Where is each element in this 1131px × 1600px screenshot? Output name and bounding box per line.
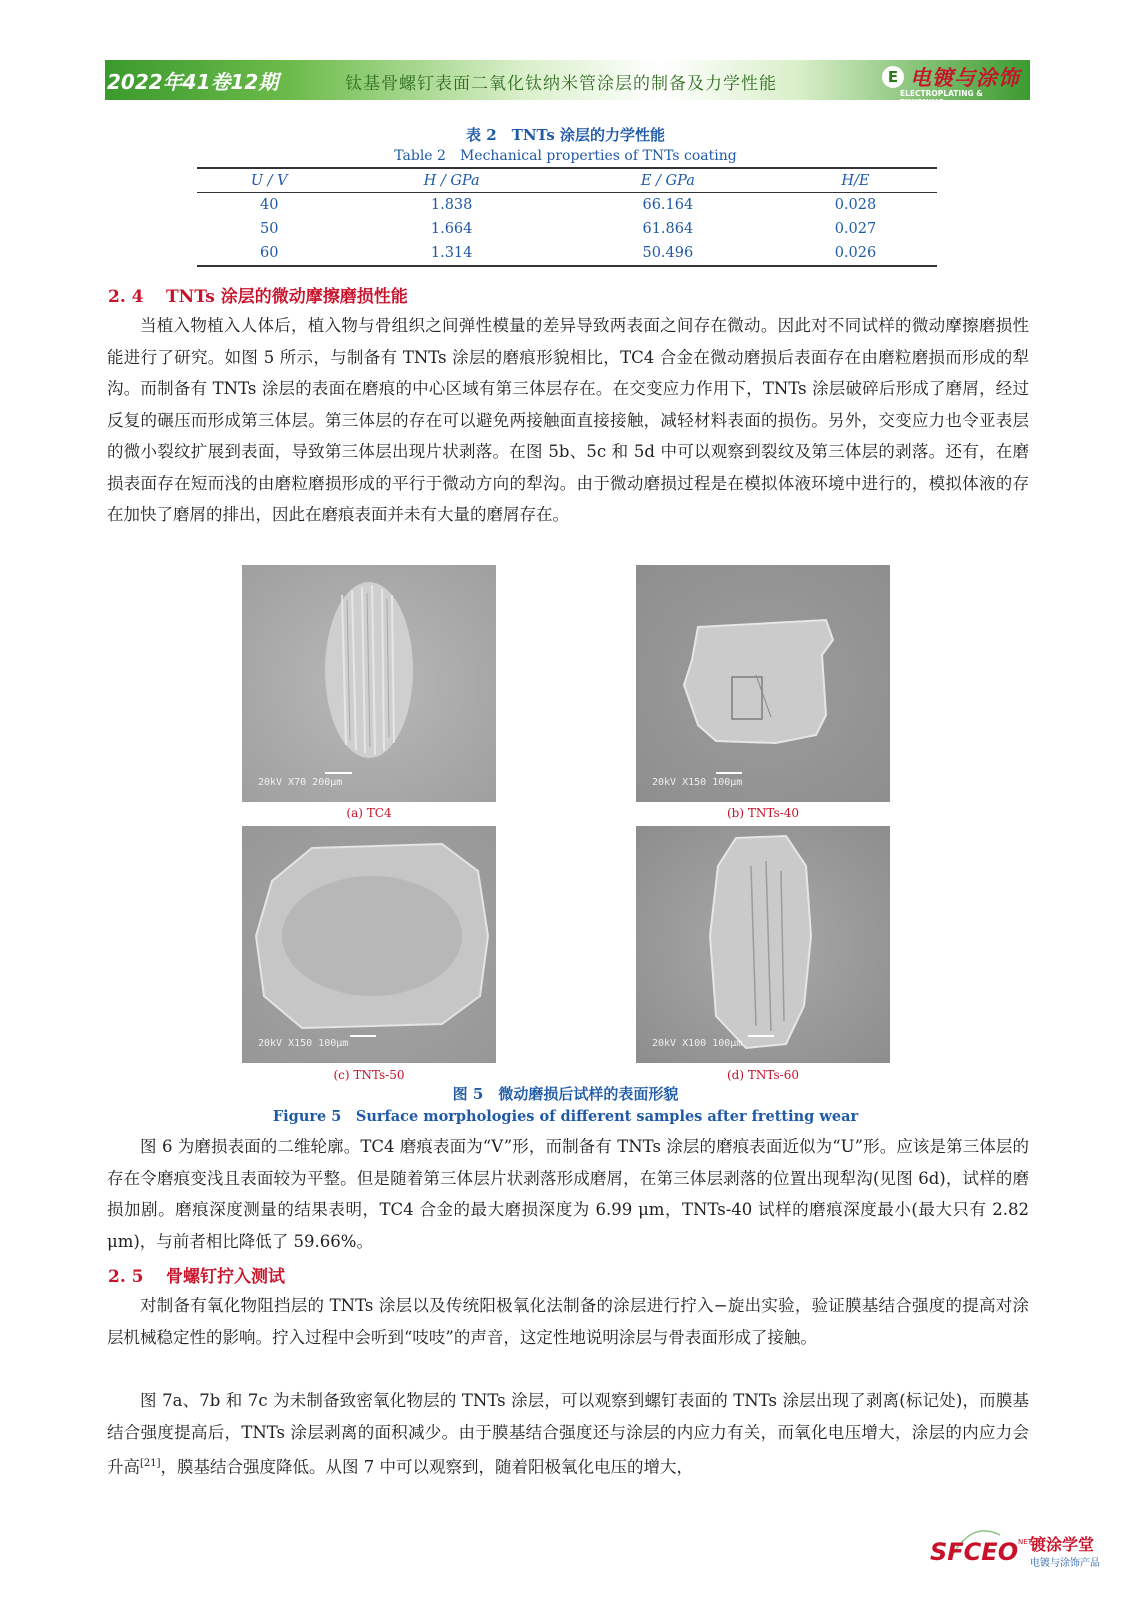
body-paragraph: 对制备有氧化物阻挡层的 TNTs 涂层以及传统阳极氧化法制备的涂层进行拧入−旋出实验，验证膜基结合强度的提高对涂层机械稳定性的影响。拧入过程中会听到“吱吱”的声音，这定性地说明涂层与骨表面形成了接触。 <box>107 1296 1029 1347</box>
watermark-title: 镀涂学堂 <box>1030 1535 1095 1554</box>
logo-english: ELECTROPLATING & FINISHING <box>900 89 983 107</box>
wear-scar-graphic <box>242 565 496 802</box>
table-caption-en: Table 2 Mechanical properties of TNTs coating <box>394 148 737 164</box>
column-header: H/E <box>774 168 937 193</box>
issue-label: 2022年41卷12期 <box>107 70 279 94</box>
section-number: 2. 4 <box>108 287 144 307</box>
column-header: H / GPa <box>342 168 562 193</box>
table-cell: 40 <box>260 197 279 213</box>
scale-bar-text: 20kV X150 100μm <box>652 777 743 788</box>
wear-scar-graphic <box>636 826 890 1063</box>
table-row <box>197 193 937 218</box>
scale-bar-text: 20kV X70 200μm <box>258 777 343 788</box>
panel-label: (c) TNTs-50 <box>333 1068 405 1082</box>
table-cell: 1.664 <box>430 221 473 237</box>
sem-image-tc4 <box>242 565 496 802</box>
body-paragraph: 当植入物植入人体后，植入物与骨组织之间弹性模量的差异导致两表面之间存在微动。因此对不同试样的微动摩擦磨损性能进行了研究。如图 5 所示，与制备有 TNTs 涂层的磨痕形貌相比，TC4 合金在微动磨损后表面存在由磨粒磨损而形成的犁沟。而制备有 TNTs 涂层的表面在磨痕的中心区域有第三体层存在。在交变应力作用下，TNTs 涂层破碎后形成了磨屑，经过反复的碾压而形成第三体层。第三体层的存在可以避免两接触面直接接触，减轻材料表面的损伤。另外，交变应力也令亚表层的微小裂纹扩展到表面，导致第三体层出现片状剥落。在图 5b、5c 和 5d 中可以观察到裂纹及第三体层的剥落。还有，在磨损表面存在短而浅的由磨粒磨损形成的平行于微动方向的犁沟。由于微动磨损过程是在模拟体液环境中进行的，模拟体液的存在加快了磨屑的排出，因此在磨痕表面并未有大量的磨屑存在。 <box>107 316 1029 524</box>
figure-caption-cn: 图 5 微动磨损后试样的表面形貌 <box>452 1085 679 1103</box>
section-title: 骨螺钉拧入测试 <box>166 1267 285 1287</box>
scale-bar-text: 20kV X150 100μm <box>258 1038 349 1049</box>
panel-label: (d) TNTs-60 <box>727 1068 799 1082</box>
wear-scar-graphic <box>636 565 890 802</box>
citation: [21] <box>140 1458 161 1469</box>
table-cell: 60 <box>197 241 342 266</box>
section-number: 2. 5 <box>108 1267 144 1287</box>
table-header-row <box>197 168 937 193</box>
scale-bar-text: 20kV X100 100μm <box>652 1038 743 1049</box>
section-title: TNTs 涂层的微动摩擦磨损性能 <box>166 287 408 307</box>
table-cell: 1.838 <box>430 197 473 213</box>
paragraph-text: 图 7a、7b 和 7c 为未制备致密氧化物层的 TNTs 涂层，可以观察到螺钉表面的 TNTs 涂层出现了剥离(标记处)，而膜基结合强度提高后，TNTs 涂层剥离的面积减少。由于膜基结合强度还与涂层的内应力有关，而氧化电压增大，涂层的内应力会升高 <box>107 1391 1029 1477</box>
table-cell: 0.026 <box>774 241 937 266</box>
table-cell: 0.027 <box>834 221 877 237</box>
table-cell: 66.164 <box>642 197 694 213</box>
section-heading-2-4 <box>108 282 408 307</box>
watermark-net: NET <box>1018 1538 1032 1546</box>
table-caption-cn: 表 2 TNTs 涂层的力学性能 <box>466 126 665 144</box>
table-row <box>197 241 937 266</box>
logo-mark: E <box>882 66 904 88</box>
table-cell: 0.028 <box>834 197 877 213</box>
watermark-brand: SFCEO <box>930 1538 1019 1566</box>
table-cell: 61.864 <box>642 221 694 237</box>
panel-label: (b) TNTs-40 <box>727 806 799 820</box>
journal-logo <box>880 62 1028 107</box>
sem-image-tnts-40 <box>636 565 890 802</box>
mechanical-properties-table <box>197 167 937 267</box>
body-paragraph: 图 6 为磨损表面的二维轮廓。TC4 磨痕表面为“V”形，而制备有 TNTs 涂层的磨痕表面近似为“U”形。应该是第三体层的存在令磨痕变浅且表面较为平整。但是随着第三体层片状剥落形成磨屑，在第三体层剥落的位置出现犁沟(见图 6d)，试样的磨损加剧。磨痕深度测量的结果表明，TC4 合金的最大磨损深度为 6.99 μm，TNTs-40 试样的磨痕深度最小(最大只有 2.82 μm)，与前者相比降低了 59.66%。 <box>107 1137 1029 1251</box>
paragraph-text: ，膜基结合强度降低。从图 7 中可以观察到，随着阳极氧化电压的增大， <box>160 1457 694 1477</box>
figure-caption-en: Figure 5 Surface morphologies of different samples after fretting wear <box>272 1108 859 1125</box>
column-header: U / V <box>197 168 342 193</box>
table-cell: 50 <box>260 221 279 237</box>
panel-label: (a) TC4 <box>346 806 392 820</box>
column-header: E / GPa <box>562 168 774 193</box>
sem-image-tnts-50 <box>242 826 496 1063</box>
table-cell: 50.496 <box>562 241 774 266</box>
wear-scar-graphic <box>242 826 496 1063</box>
watermark-subtitle: 电镀与涂饰产品 <box>1030 1558 1100 1569</box>
running-title: 钛基骨螺钉表面二氧化钛纳米管涂层的制备及力学性能 <box>345 74 777 94</box>
watermark-logo <box>930 1510 1105 1585</box>
page-header <box>105 60 1030 107</box>
table-row <box>197 217 937 241</box>
section-heading-2-5 <box>108 1262 285 1287</box>
sem-image-tnts-60 <box>636 826 890 1063</box>
body-paragraph <box>107 1385 1029 1483</box>
table-cell: 1.314 <box>342 241 562 266</box>
logo-chinese: 电镀与涂饰 <box>910 65 1020 90</box>
